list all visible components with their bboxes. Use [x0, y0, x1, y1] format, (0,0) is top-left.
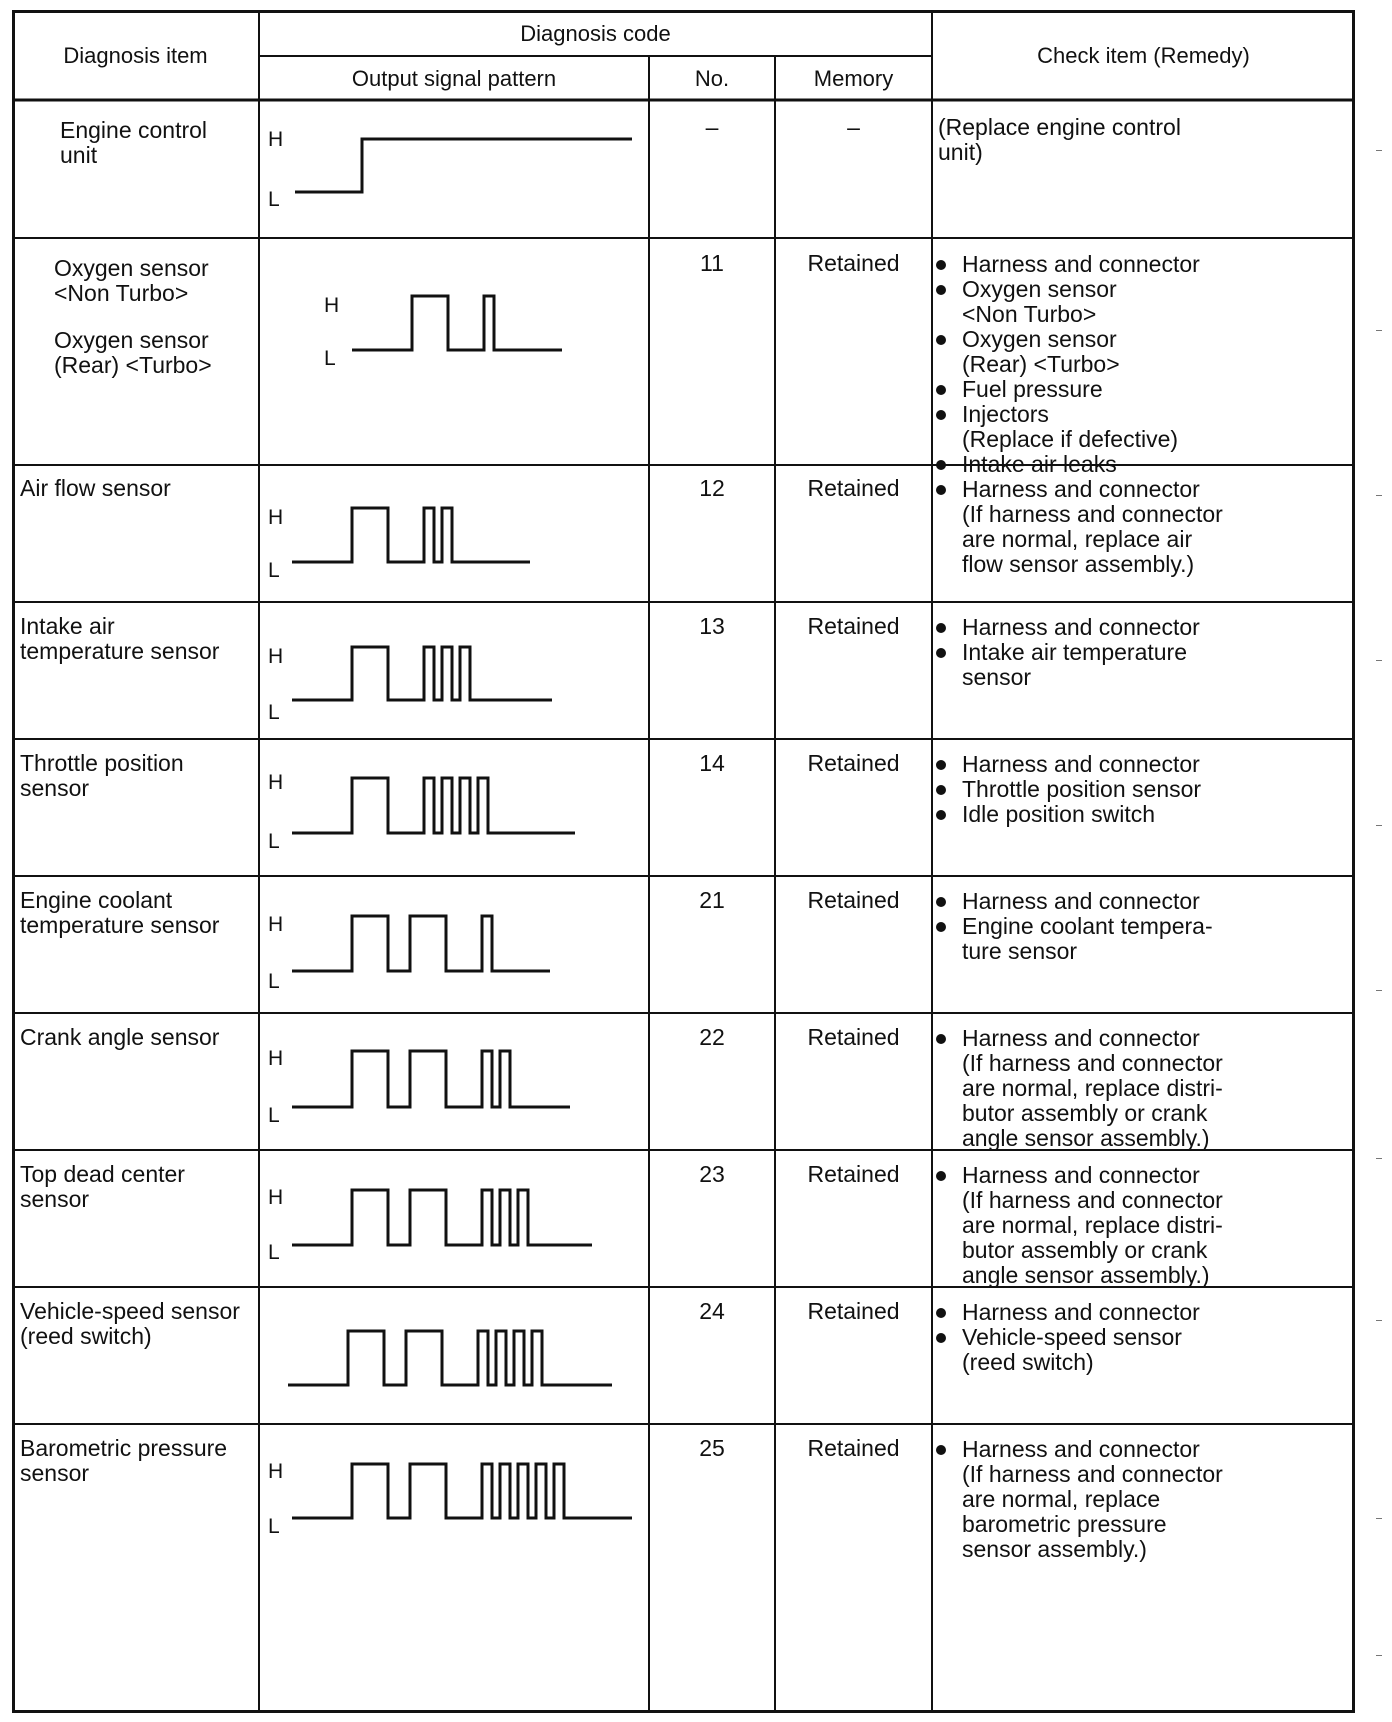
check-text: Idle position switch	[962, 801, 1156, 827]
signal-low-label: L	[268, 701, 280, 724]
signal-waveform	[288, 1331, 612, 1385]
check-item	[932, 914, 1352, 964]
signal-waveform	[292, 508, 530, 562]
item-line: temperature sensor	[20, 912, 220, 938]
check-text: barometric pressure	[962, 1511, 1167, 1537]
check-text: Fuel pressure	[962, 376, 1103, 402]
row-item-barometric-pressure-sensor	[12, 1436, 257, 1486]
signal-waveform	[352, 296, 562, 350]
signal-high-label: H	[268, 645, 284, 668]
signal-waveform	[292, 1464, 632, 1518]
row-code-no: 22	[699, 1024, 725, 1050]
row-code-no: 23	[699, 1161, 725, 1187]
item-line: Oxygen sensor	[54, 255, 209, 281]
row-code-no: 25	[699, 1435, 725, 1461]
row-remedy	[932, 115, 1352, 165]
row-item-engine-control-unit	[52, 118, 257, 168]
row-memory: Retained	[807, 887, 900, 913]
row-check-items	[932, 477, 1352, 577]
check-item	[932, 640, 1352, 690]
signal-high-label: H	[268, 1186, 284, 1209]
row-check-items	[932, 889, 1352, 964]
item-line: sensor	[20, 1186, 90, 1212]
check-item	[932, 1026, 1352, 1151]
signal-low-label: L	[268, 830, 280, 853]
signal-high-label: H	[268, 128, 284, 151]
margin-mark	[1376, 330, 1382, 331]
item-line: Oxygen sensor	[54, 327, 209, 353]
signal-waveform	[292, 778, 575, 833]
check-text: sensor	[962, 664, 1032, 690]
check-text: Harness and connector	[962, 251, 1200, 277]
row-item-oxygen-sensor	[46, 256, 256, 378]
check-item	[932, 1163, 1352, 1288]
check-text: Harness and connector	[962, 1299, 1200, 1325]
row-item-intake-air-temperature-sensor	[12, 614, 257, 664]
row-item-air-flow-sensor	[12, 476, 257, 501]
check-text: butor assembly or crank	[962, 1100, 1208, 1126]
row-item-top-dead-center-sensor	[12, 1162, 257, 1212]
signal-high-label: H	[268, 1047, 284, 1070]
row-code-no: 12	[699, 475, 725, 501]
margin-mark	[1376, 990, 1382, 991]
signal-high-label: H	[268, 1460, 284, 1483]
item-gap	[54, 306, 256, 328]
check-text: Harness and connector	[962, 614, 1200, 640]
check-item	[932, 1300, 1352, 1325]
check-text: Vehicle-speed sensor	[962, 1324, 1182, 1350]
check-text: (Replace if defective)	[962, 426, 1179, 452]
check-text: flow sensor assembly.)	[962, 551, 1195, 577]
check-text: (If harness and connector	[962, 1050, 1223, 1076]
check-item	[932, 377, 1352, 402]
item-line: Engine control	[60, 117, 208, 143]
check-text: (reed switch)	[962, 1349, 1094, 1375]
item-line: Air flow sensor	[20, 475, 171, 501]
item-line: sensor	[20, 775, 90, 801]
margin-mark	[1376, 495, 1382, 496]
row-check-items	[932, 1163, 1352, 1288]
check-text: are normal, replace air	[962, 526, 1193, 552]
remedy-line: unit)	[938, 139, 983, 165]
check-text: <Non Turbo>	[962, 301, 1097, 327]
signal-high-label: H	[268, 913, 284, 936]
item-line: Top dead center	[20, 1161, 185, 1187]
check-item	[932, 615, 1352, 640]
signal-low-label: L	[268, 188, 280, 211]
check-item	[932, 452, 1352, 477]
check-text: are normal, replace distri-	[962, 1212, 1223, 1238]
check-text: (If harness and connector	[962, 1187, 1223, 1213]
check-item	[932, 752, 1352, 777]
check-text: are normal, replace distri-	[962, 1075, 1223, 1101]
check-text: Throttle position sensor	[962, 776, 1202, 802]
signal-high-label: H	[268, 771, 284, 794]
check-item	[932, 889, 1352, 914]
item-line: (reed switch)	[20, 1323, 152, 1349]
signal-low-label: L	[268, 970, 280, 993]
check-text: Harness and connector	[962, 476, 1200, 502]
header-diagnosis-code: Diagnosis code	[520, 20, 671, 46]
row-memory: Retained	[807, 250, 900, 276]
item-line: Crank angle sensor	[20, 1024, 220, 1050]
row-memory: Retained	[807, 750, 900, 776]
row-item-crank-angle-sensor	[12, 1025, 257, 1050]
signal-waveform	[292, 647, 552, 700]
check-text: (Rear) <Turbo>	[962, 351, 1120, 377]
row-memory: Retained	[807, 1435, 900, 1461]
check-item	[932, 1325, 1352, 1375]
check-item	[932, 777, 1352, 802]
row-code-no: 11	[700, 250, 724, 276]
row-memory: Retained	[807, 613, 900, 639]
row-check-items	[932, 752, 1352, 827]
margin-mark	[1376, 150, 1382, 151]
row-check-items	[932, 1437, 1352, 1562]
check-text: (If harness and connector	[962, 501, 1223, 527]
row-check-items	[932, 615, 1352, 690]
signal-waveform	[292, 1051, 570, 1107]
item-line: Intake air	[20, 613, 115, 639]
signal-waveform	[295, 139, 632, 192]
signal-high-label: H	[268, 506, 284, 529]
row-item-vehicle-speed-sensor	[12, 1299, 257, 1349]
row-item-throttle-position-sensor	[12, 751, 257, 801]
row-code-no: 14	[699, 750, 725, 776]
check-text: Harness and connector	[962, 1162, 1200, 1188]
check-text: Harness and connector	[962, 1025, 1200, 1051]
margin-mark	[1376, 1655, 1382, 1656]
row-code-no: 13	[699, 613, 725, 639]
signal-low-label: L	[324, 347, 336, 370]
check-text: sensor assembly.)	[962, 1536, 1147, 1562]
check-text: Intake air temperature	[962, 639, 1188, 665]
item-line: Throttle position	[20, 750, 184, 776]
signal-low-label: L	[268, 1515, 280, 1538]
check-text: (If harness and connector	[962, 1461, 1223, 1487]
check-text: angle sensor assembly.)	[962, 1125, 1210, 1151]
check-text: angle sensor assembly.)	[962, 1262, 1210, 1288]
header-memory: Memory	[813, 65, 894, 91]
row-code-no: 24	[699, 1298, 725, 1324]
row-item-engine-coolant-temperature-sensor	[12, 888, 257, 938]
check-item	[932, 1437, 1352, 1562]
check-item	[932, 477, 1352, 577]
row-code-no: –	[705, 114, 719, 140]
header-output-signal-pattern: Output signal pattern	[351, 65, 557, 91]
check-text: Oxygen sensor	[962, 276, 1117, 302]
row-check-items	[932, 1026, 1352, 1151]
check-text: Harness and connector	[962, 751, 1200, 777]
item-line: temperature sensor	[20, 638, 220, 664]
item-line: Barometric pressure	[20, 1435, 228, 1461]
row-check-items	[932, 1300, 1352, 1375]
diagnosis-code-table	[12, 10, 1355, 1713]
item-line: <Non Turbo>	[54, 280, 189, 306]
item-line: unit	[60, 142, 98, 168]
check-item	[932, 802, 1352, 827]
margin-mark	[1376, 660, 1382, 661]
signal-high-label: H	[324, 294, 340, 317]
check-item	[932, 277, 1352, 327]
check-item	[932, 327, 1352, 377]
item-line: Engine coolant	[20, 887, 173, 913]
margin-mark	[1376, 1158, 1382, 1159]
row-memory: –	[847, 114, 860, 140]
margin-mark	[1376, 1320, 1382, 1321]
check-text: butor assembly or crank	[962, 1237, 1208, 1263]
item-line: (Rear) <Turbo>	[54, 352, 212, 378]
row-memory: Retained	[807, 1298, 900, 1324]
row-code-no: 21	[699, 887, 725, 913]
row-memory: Retained	[807, 1161, 900, 1187]
check-item	[932, 252, 1352, 277]
check-text: ture sensor	[962, 938, 1078, 964]
row-memory: Retained	[807, 475, 900, 501]
check-text: Engine coolant tempera-	[962, 913, 1213, 939]
check-text: Injectors	[962, 401, 1049, 427]
item-line: sensor	[20, 1460, 90, 1486]
signal-low-label: L	[268, 559, 280, 582]
header-diagnosis-item: Diagnosis item	[63, 42, 208, 68]
check-text: are normal, replace	[962, 1486, 1161, 1512]
check-text: Harness and connector	[962, 1436, 1200, 1462]
check-text: Oxygen sensor	[962, 326, 1117, 352]
check-text: Harness and connector	[962, 888, 1200, 914]
item-line: Vehicle-speed sensor	[20, 1298, 240, 1324]
signal-waveform	[292, 1190, 592, 1245]
header-no: No.	[694, 65, 730, 91]
header-check-item: Check item (Remedy)	[1037, 42, 1250, 68]
check-item	[932, 402, 1352, 452]
check-text: Intake air leaks	[962, 451, 1117, 477]
margin-mark	[1376, 1518, 1382, 1519]
margin-mark	[1376, 825, 1382, 826]
signal-waveform	[292, 916, 550, 971]
row-check-items	[932, 252, 1352, 477]
remedy-line: (Replace engine control	[938, 114, 1181, 140]
signal-low-label: L	[268, 1241, 280, 1264]
signal-low-label: L	[268, 1104, 280, 1127]
row-memory: Retained	[807, 1024, 900, 1050]
